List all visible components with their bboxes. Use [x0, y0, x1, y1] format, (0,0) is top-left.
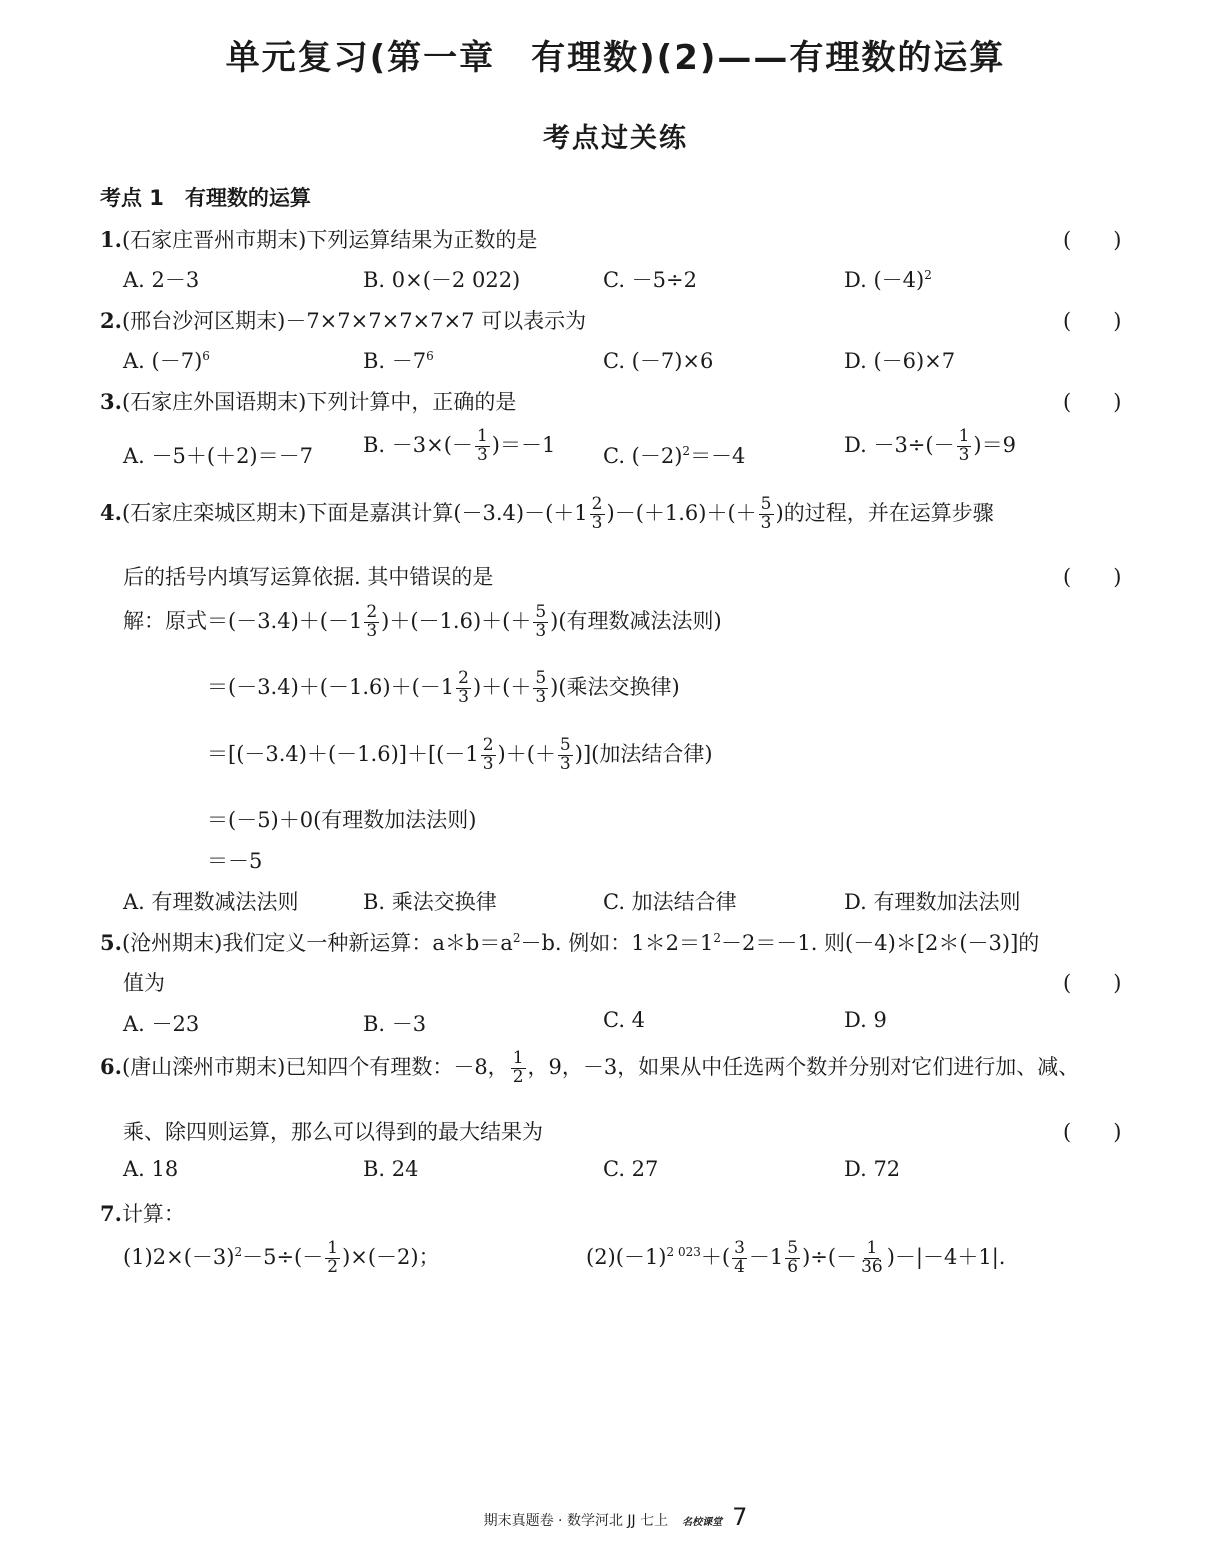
question-5: 5.(沧州期末)我们定义一种新运算：$a*b=a^2-b$. 例如：$1*2=1^2-2=-1$. 则(－4)＊[2＊(－3)]的 — [100, 930, 1040, 955]
option-d[interactable]: D. 有理数加法法则 — [844, 890, 1021, 914]
question-3 — [100, 386, 516, 416]
fraction: $\frac{5}{6}$ — [787, 1238, 799, 1277]
question-1 — [100, 224, 537, 254]
solution-line-4: ＝(－5)＋0(有理数加法法则) — [207, 808, 477, 832]
option-a[interactable]: A. 18 — [123, 1157, 179, 1181]
question-text: (邢台沙河区期末)－7×7×7×7×7×7 可以表示为 — [121, 309, 587, 333]
question-number: 2. — [100, 308, 122, 333]
option-a[interactable]: A. 2－3 — [123, 268, 200, 292]
question-2 — [100, 305, 586, 335]
option-d[interactable]: D. －3÷(－ $\frac{1}{3}$ )＝9 — [844, 426, 1016, 465]
solution-line-2: ＝(－3.4)＋(－1.6)＋(－1 $\frac{2}{3}$ )＋(＋ $\frac{5}{3}$ )(乘法交换律) — [207, 668, 680, 707]
answer-bracket[interactable]: ( ) — [1063, 971, 1122, 995]
question-6: 6.(唐山滦州市期末)已知四个有理数：－8， $\frac{1}{2}$ ，9，－3，如果从中任选两个数并分别对它们进行加、减、 — [100, 1048, 1080, 1087]
option-b[interactable]: B. －3 — [363, 1012, 427, 1036]
option-c[interactable]: C. 4 — [603, 1008, 646, 1032]
footer-text: 期末真题卷 · 数学河北 JJ 七上 — [483, 1513, 669, 1529]
option-a[interactable]: A. 有理数减法法则 — [123, 890, 299, 914]
question-text: (石家庄晋州市期末)下列运算结果为正数的是 — [121, 228, 538, 252]
option-c[interactable]: C. (－7)×6 — [603, 349, 714, 373]
answer-bracket[interactable]: ( ) — [1063, 309, 1122, 333]
solution-line-5: ＝－5 — [207, 849, 263, 873]
section-heading: 考点 1 有理数的运算 — [100, 186, 311, 210]
option-b[interactable]: B. 24 — [363, 1157, 419, 1181]
fraction: $\frac{2}{3}$ — [458, 668, 469, 707]
question-4: 4.(石家庄栾城区期末)下面是嘉淇计算(－3.4)－(＋1 $\frac{2}{3}$ )－(＋1.6)＋(＋ $\frac{5}{3}$ )的过程，并在运算步骤 — [100, 494, 994, 533]
option-d[interactable]: D. 72 — [844, 1157, 901, 1181]
answer-bracket[interactable]: ( ) — [1063, 565, 1122, 589]
option-c[interactable]: C. 27 — [603, 1157, 659, 1181]
option-c[interactable]: C. －5÷2 — [603, 268, 697, 292]
fraction: $\frac{5}{3}$ — [535, 602, 547, 641]
fraction: $\frac{1}{2}$ — [327, 1238, 339, 1277]
publisher-logo: 名校课堂 — [682, 1517, 723, 1528]
page-subtitle: 考点过关练 — [543, 123, 688, 154]
question-number: 5. — [100, 930, 122, 955]
fraction: $\frac{2}{3}$ — [366, 602, 378, 641]
fraction: $\frac{1}{2}$ — [512, 1048, 524, 1087]
option-d[interactable]: D. 9 — [844, 1008, 887, 1032]
option-b[interactable]: B. －3×(－ $\frac{1}{3}$ )＝－1 — [363, 426, 556, 465]
fraction: $\frac{1}{3}$ — [476, 426, 488, 465]
question-text-line2: 值为 — [123, 971, 165, 995]
q7-part-1: $(1)2\times(-3)^2-5\div(-$ $\frac{1}{2}$ )×(－2)； — [123, 1238, 440, 1277]
question-number: 4. — [100, 499, 122, 525]
fraction: $\frac{5}{3}$ — [535, 668, 547, 707]
question-text-line2: 乘、除四则运算，那么可以得到的最大结果为 — [123, 1120, 543, 1144]
option-c[interactable]: C. $(-2)^2=-4$ — [603, 444, 746, 468]
question-number: 7. — [100, 1201, 122, 1226]
question-text: (石家庄外国语期末)下列计算中，正确的是 — [121, 390, 517, 414]
answer-bracket[interactable]: ( ) — [1063, 390, 1122, 414]
question-7: 7.计算： — [100, 1201, 185, 1226]
option-c[interactable]: C. 加法结合律 — [603, 890, 737, 914]
option-a[interactable]: A. －5＋(＋2)＝－7 — [123, 444, 313, 468]
question-number: 3. — [100, 389, 122, 414]
page-footer — [0, 1503, 1231, 1531]
option-b[interactable]: B. $-7^6$ — [363, 349, 434, 373]
answer-bracket[interactable]: ( ) — [1063, 228, 1122, 252]
q7-part-2: $(2)(-1)^{2 023}+$( $\frac{3}{4}$ －1 $\frac{5}{6}$ )÷(－ $\frac{1}{36}$ )－|－4＋1|. — [586, 1238, 1006, 1277]
option-d[interactable]: D. $(-4)^2$ — [844, 268, 932, 292]
question-text-line2: 后的括号内填写运算依据. 其中错误的是 — [123, 565, 494, 589]
solution-line-1: 解：原式＝(－3.4)＋(－1 $\frac{2}{3}$ )＋(－1.6)＋(＋ $\frac{5}{3}$ )(有理数减法法则) — [123, 602, 722, 641]
fraction: $\frac{5}{3}$ — [559, 735, 571, 774]
fraction: $\frac{2}{3}$ — [591, 494, 603, 533]
fraction: $\frac{5}{3}$ — [760, 494, 772, 533]
fraction: $\frac{1}{36}$ — [861, 1238, 883, 1277]
fraction: $\frac{2}{3}$ — [482, 735, 494, 774]
question-number: 6. — [100, 1053, 122, 1079]
fraction: $\frac{3}{4}$ — [734, 1238, 745, 1277]
answer-bracket[interactable]: ( ) — [1063, 1120, 1122, 1144]
option-a[interactable]: A. －23 — [123, 1012, 200, 1036]
option-d[interactable]: D. (－6)×7 — [844, 349, 956, 373]
option-b[interactable]: B. 乘法交换律 — [363, 890, 497, 914]
page-number: 7 — [732, 1503, 748, 1531]
option-a[interactable]: A. $(-7)^6$ — [123, 349, 210, 373]
solution-line-3: ＝[(－3.4)＋(－1.6)]＋[(－1 $\frac{2}{3}$ )＋(＋ $\frac{5}{3}$ )](加法结合律) — [207, 735, 713, 774]
question-number: 1. — [100, 227, 122, 252]
option-b[interactable]: B. 0×(－2 022) — [363, 268, 521, 292]
page-title: 单元复习(第一章 有理数)(2)——有理数的运算 — [225, 38, 1006, 78]
fraction: $\frac{1}{3}$ — [958, 426, 970, 465]
